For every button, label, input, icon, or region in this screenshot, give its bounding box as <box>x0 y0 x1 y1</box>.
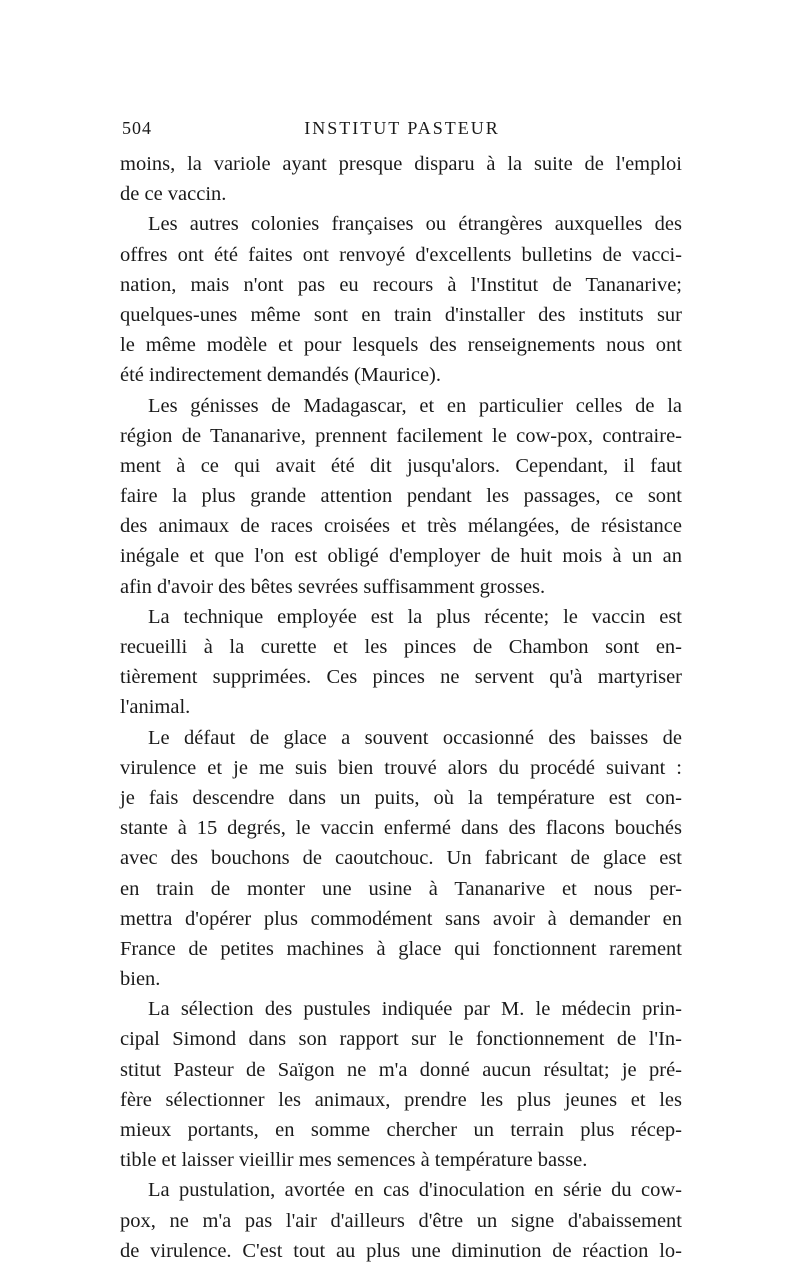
text-line: Le défaut de glace a souvent occasionné des baisses de <box>148 726 682 749</box>
text-line: stitut Pasteur de Saïgon ne m'a donné aucun résultat; je pré- <box>120 1058 682 1081</box>
text-line: afin d'avoir des bêtes sevrées suffisamment grosses. <box>120 575 546 598</box>
text-line: stante à 15 degrés, le vaccin enfermé dans des flacons bouchés <box>120 817 682 840</box>
paragraph <box>120 994 682 1175</box>
paragraph <box>120 391 682 602</box>
text-line: mieux portants, en somme chercher un terrain plus récep- <box>120 1119 682 1141</box>
paragraph <box>120 149 682 209</box>
text-line: de ce vaccin. <box>120 183 227 206</box>
text-line: l'animal. <box>120 696 191 719</box>
text-line: le même modèle et pour lesquels des renseignements nous ont <box>120 334 682 357</box>
text-line: des animaux de races croisées et très mélangées, de résistance <box>120 515 682 538</box>
page-header <box>122 118 682 144</box>
text-line: faire la plus grande attention pendant les passages, ce sont <box>120 485 682 508</box>
text-line: ment à ce qui avait été dit jusqu'alors. Cependant, il faut <box>120 454 682 477</box>
text-line: virulence et je me suis bien trouvé alors du procédé suivant : <box>120 756 682 779</box>
text-line: La sélection des pustules indiquée par M. le médecin prin- <box>148 998 682 1021</box>
text-line: fère sélectionner les animaux, prendre les plus jeunes et les <box>120 1088 682 1111</box>
paragraph <box>120 209 682 390</box>
paragraph <box>120 723 682 995</box>
text-line: été indirectement demandés (Maurice). <box>120 364 442 387</box>
running-title: INSTITUT PASTEUR <box>304 118 500 138</box>
text-line: quelques-unes même sont en train d'installer des instituts sur <box>120 303 682 326</box>
text-line: je fais descendre dans un puits, où la température est con- <box>120 786 682 809</box>
paragraph <box>120 1175 682 1266</box>
text-line: inégale et que l'on est obligé d'employer de huit mois à un an <box>120 545 682 568</box>
text-line: tible et laisser vieillir mes semences à température basse. <box>120 1149 588 1172</box>
text-line: avec des bouchons de caoutchouc. Un fabricant de glace est <box>120 847 682 870</box>
text-line: Les autres colonies françaises ou étrangères auxquelles des <box>148 213 682 236</box>
text-line: région de Tananarive, prennent facilement le cow-pox, contraire- <box>120 424 682 447</box>
text-line: La pustulation, avortée en cas d'inoculation en série du cow- <box>148 1179 682 1202</box>
text-line: pox, ne m'a pas l'air d'ailleurs d'être un signe d'abaissement <box>120 1209 682 1232</box>
text-line: nation, mais n'ont pas eu recours à l'Institut de Tananarive; <box>120 273 682 296</box>
text-line: en train de monter une usine à Tananarive et nous per- <box>120 877 682 900</box>
text-line: La technique employée est la plus récente; le vaccin est <box>148 605 682 628</box>
text-line: cipal Simond dans son rapport sur le fonctionnement de l'In- <box>120 1028 682 1051</box>
text-line: France de petites machines à glace qui fonctionnent rarement <box>120 937 682 960</box>
text-line: recueilli à la curette et les pinces de Chambon sont en- <box>120 636 682 658</box>
text-line: offres ont été faites ont renvoyé d'excellents bulletins de vacci- <box>120 243 682 266</box>
text-line: Les génisses de Madagascar, et en particulier celles de la <box>148 394 682 417</box>
text-line: mettra d'opérer plus commodément sans avoir à demander en <box>120 907 682 930</box>
text-line: bien. <box>120 968 161 991</box>
text-line: moins, la variole ayant presque disparu à la suite de l'emploi <box>120 153 682 175</box>
body-text <box>120 149 682 1266</box>
paragraph <box>120 602 682 723</box>
text-line: tièrement supprimées. Ces pinces ne servent qu'à martyriser <box>120 666 682 689</box>
text-line: de virulence. C'est tout au plus une diminution de réaction lo- <box>120 1239 682 1262</box>
page-number: 504 <box>122 118 152 138</box>
